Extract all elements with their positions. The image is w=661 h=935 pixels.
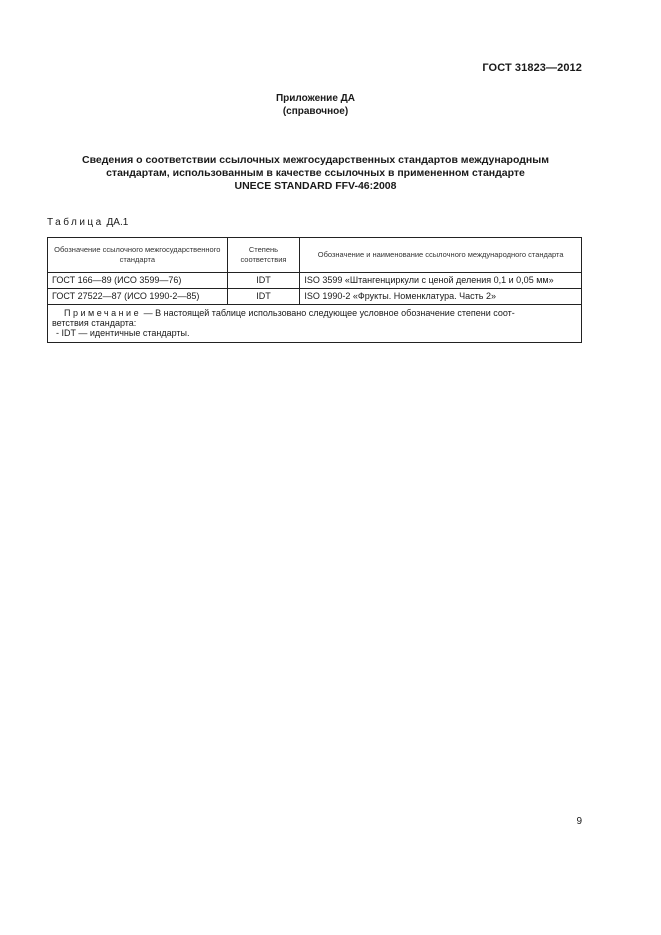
annex-subtitle: (справочное) [282,106,349,117]
annex-title [0,92,631,118]
column-header-interstate-standard: Обозначение ссылочного межгосударственного стандарта [48,238,228,273]
table-cell: ISO 1990-2 «Фрукты. Номенклатура. Часть 2» [300,289,582,305]
page-number: 9 [576,816,582,827]
annex-label: Приложение ДА [275,93,356,104]
table-cell: IDT [227,273,300,289]
table-cell: ГОСТ 166—89 (ИСО 3599—76) [48,273,228,289]
heading-line-1: Сведения о соответствии ссылочных межгосударственных стандартов международным [82,154,549,166]
table-row [48,273,582,289]
reference-table [47,237,582,343]
heading-line-2: стандартам, использованным в качестве ссылочных в примененном стандарте [106,167,525,179]
document-code: ГОСТ 31823—2012 [482,62,582,74]
table-cell: ISO 3599 «Штангенциркули с ценой деления 0,1 и 0,05 мм» [300,273,582,289]
table-cell: ГОСТ 27522—87 (ИСО 1990-2—85) [48,289,228,305]
table-note [48,305,582,343]
note-text-2: ветствия стандарта: [52,318,137,328]
note-text-3: - IDT — идентичные стандарты. [56,328,190,338]
note-text-1: — В настоящей таблице использовано следующее условное обозначение степени соот- [141,308,515,318]
table-caption-number: ДА.1 [106,217,129,228]
table-caption [47,217,128,228]
table-row [48,289,582,305]
column-header-conformity-degree: Степень соответствия [227,238,300,273]
table-caption-word: Таблица [47,217,104,228]
note-label: Примечание [64,308,142,318]
column-header-international-standard: Обозначение и наименование ссылочного международного стандарта [300,238,582,273]
main-heading [40,154,591,193]
heading-line-3: UNECE STANDARD FFV-46:2008 [234,180,397,192]
table-note-row [48,305,582,343]
table-cell: IDT [227,289,300,305]
table-header-row [48,238,582,273]
